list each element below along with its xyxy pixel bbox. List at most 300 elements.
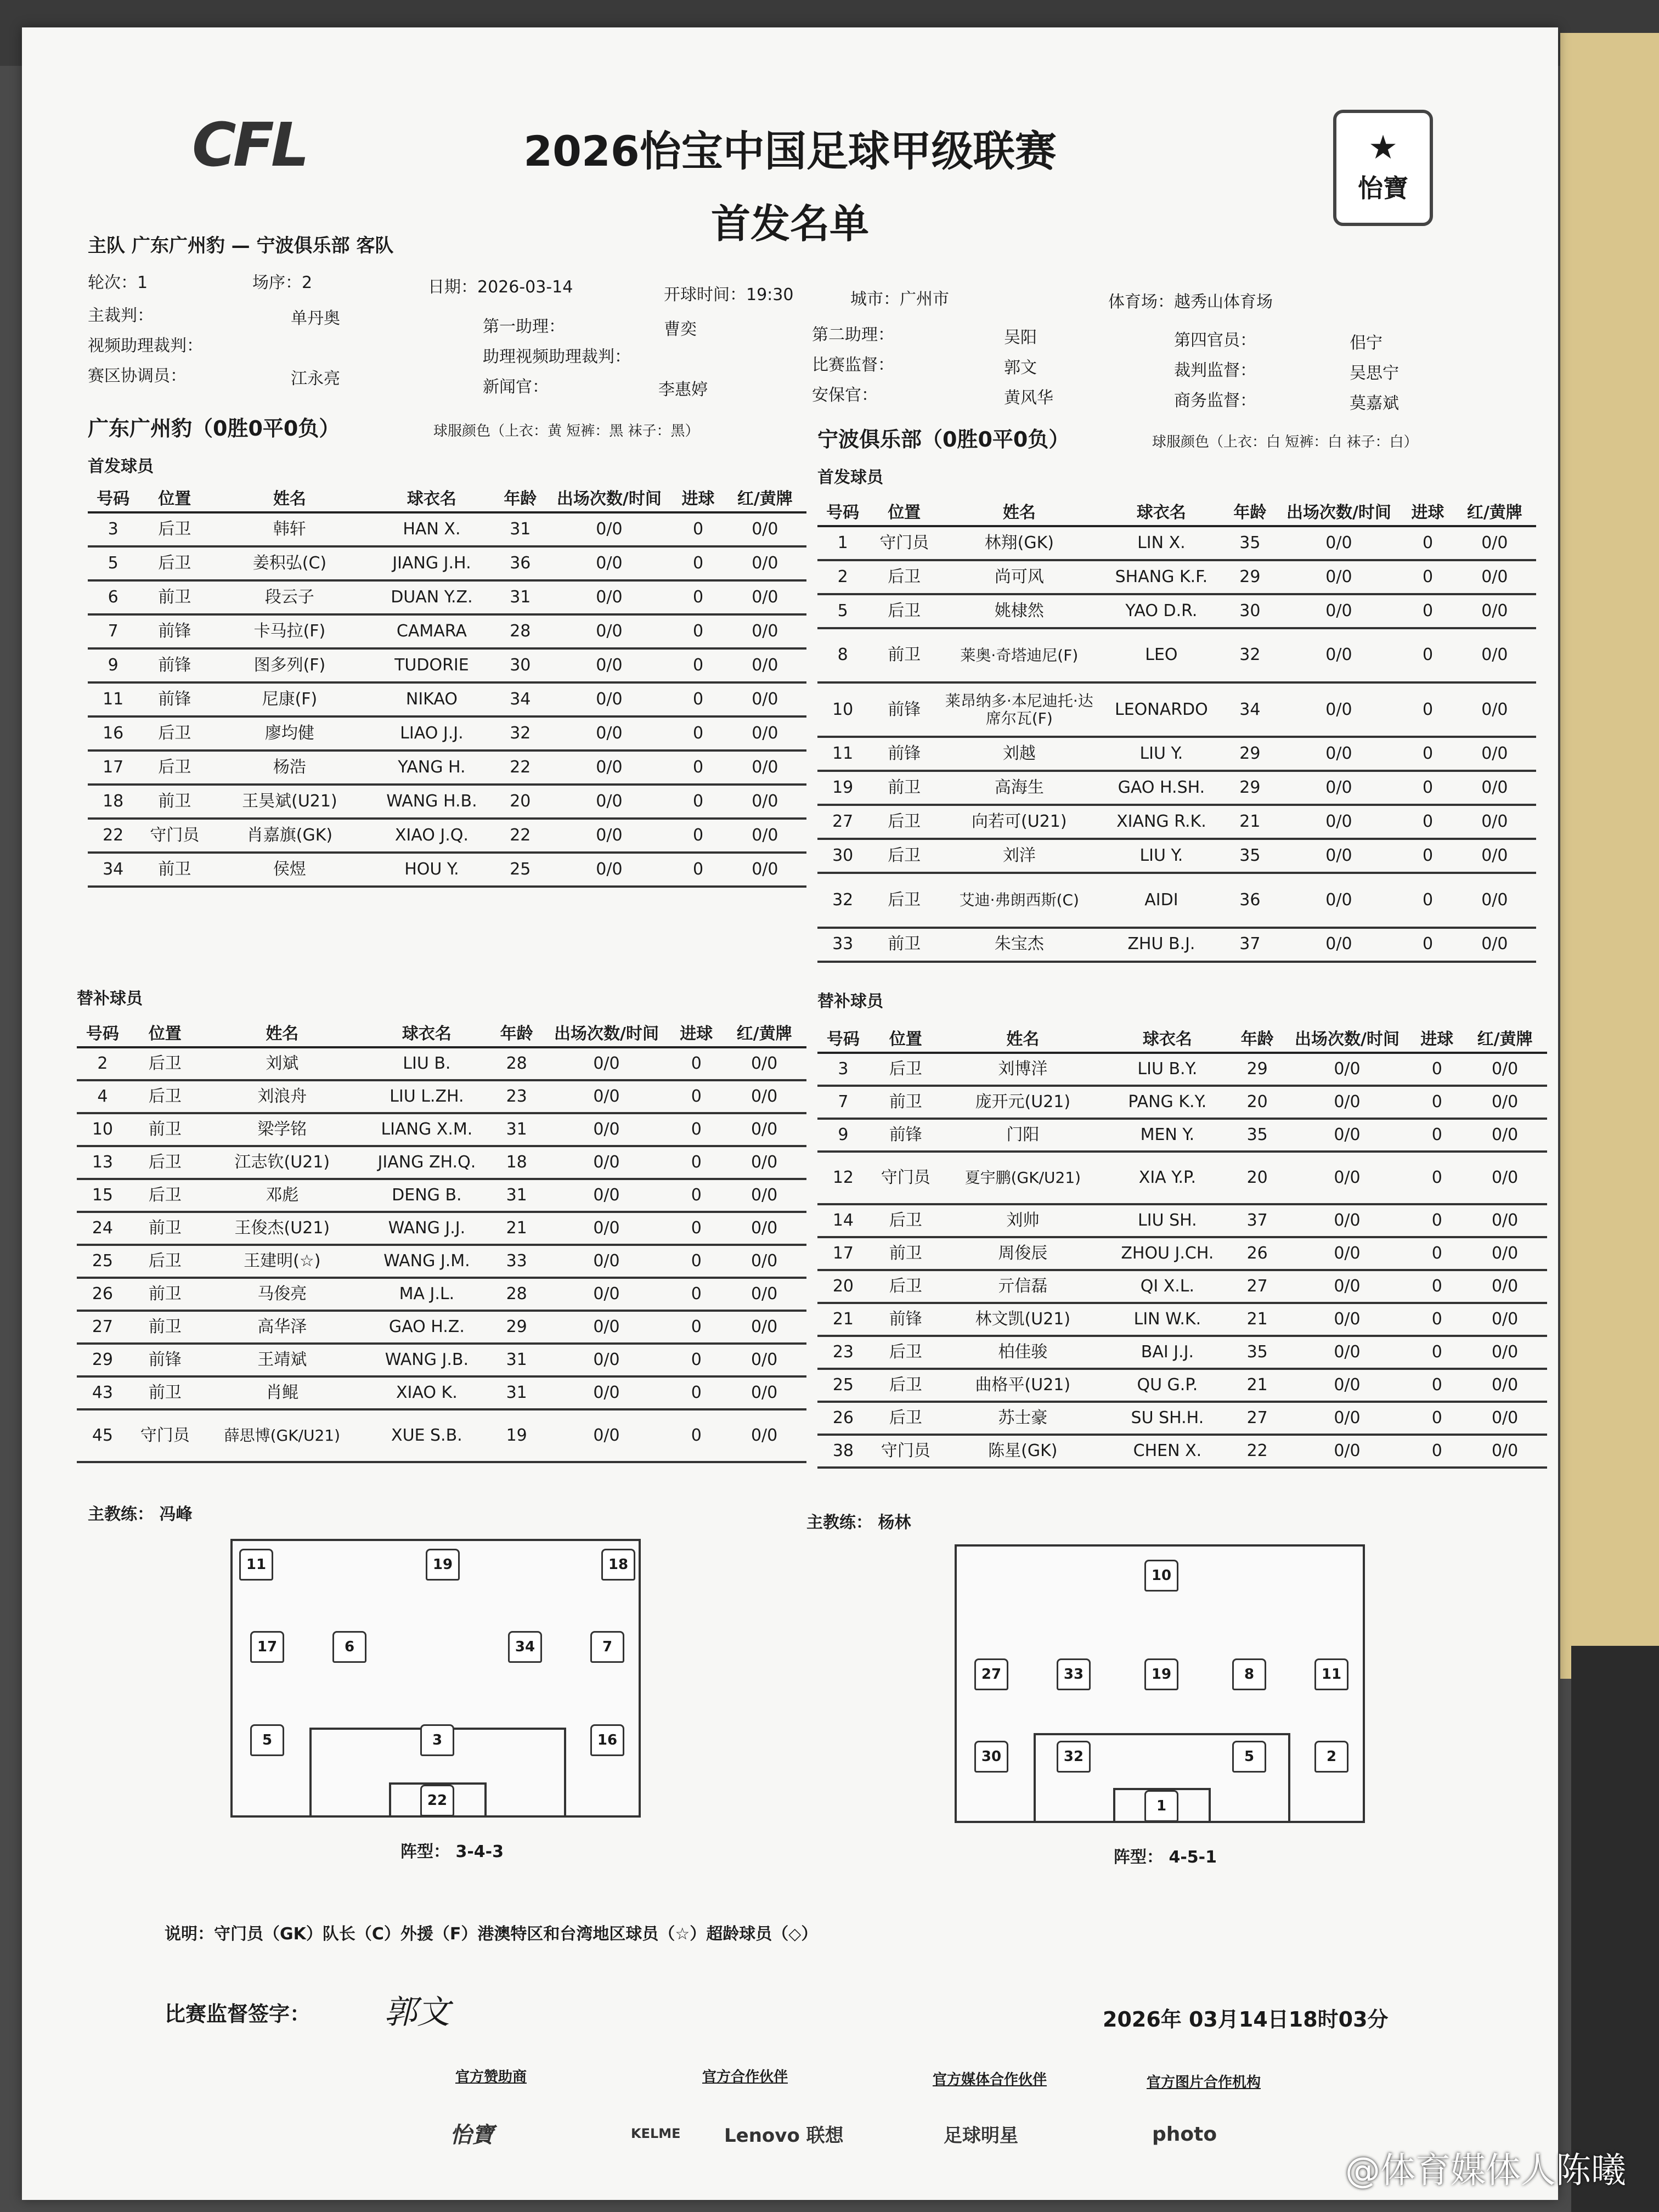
stadium: 体育场：越秀山体育场 [1108, 292, 1273, 312]
col-position-cell: 前卫 [128, 1376, 202, 1409]
col-age-cell: 18 [491, 1146, 543, 1179]
sponsor-yibao-logo: 怡寶 [450, 2123, 494, 2148]
ar2: 吴阳 [1004, 328, 1037, 347]
table-row [77, 1278, 806, 1311]
col-age-cell: 21 [1232, 1369, 1283, 1402]
col-position-cell: 后卫 [128, 1245, 202, 1278]
home-subs-label: 替补球员 [77, 989, 143, 1008]
col-cards-cell: 0/0 [724, 682, 806, 716]
col-position-cell: 后卫 [868, 805, 940, 839]
col-shirt-name-cell: CAMARA [369, 614, 495, 648]
col-name-cell: 肖鲲 [202, 1376, 363, 1409]
col-cards-cell: 0/0 [722, 1245, 806, 1278]
security: 黄风华 [1004, 388, 1053, 408]
col-apps-cell: 0/0 [543, 1113, 671, 1146]
col-cards-cell: 0/0 [724, 648, 806, 682]
col-shirt-name-cell: LIU SH. [1103, 1204, 1232, 1237]
col-number-cell: 3 [817, 1053, 869, 1086]
col-age-header: 年龄 [491, 1018, 543, 1047]
city: 城市：广州市 [850, 290, 949, 309]
star-flag-icon: ★ [1368, 128, 1398, 167]
player-shirt-icon: 2 [1314, 1741, 1348, 1773]
col-name-header: 姓名 [211, 483, 369, 512]
table-header-row [817, 1023, 1547, 1053]
col-age-cell: 31 [495, 580, 545, 614]
col-goals-cell: 0 [1411, 1119, 1463, 1152]
col-number-cell: 34 [88, 853, 138, 887]
legend: 说明：守门员（GK）队长（C）外援（F）港澳特区和台湾地区球员（☆）超龄球员（◇） [165, 1925, 818, 1944]
player-shirt-icon: 18 [601, 1549, 635, 1581]
col-position-cell: 前锋 [868, 737, 940, 771]
home-kit: 球服颜色（上衣：黄 短裤：黑 袜子：黑） [433, 423, 699, 439]
col-apps-cell: 0/0 [1283, 1204, 1412, 1237]
col-goals-cell: 0 [1402, 873, 1453, 927]
col-position-cell: 前锋 [869, 1119, 943, 1152]
col-goals-cell: 0 [1411, 1152, 1463, 1204]
ar1-label: 第一助理： [483, 317, 565, 336]
col-age-cell: 29 [1224, 737, 1275, 771]
away-kit: 球服颜色（上衣：白 短裤：白 袜子：白） [1152, 434, 1418, 450]
referee-supervisor-label: 裁判监督： [1174, 361, 1256, 380]
table-row [817, 737, 1536, 771]
col-name-cell: 尚可风 [940, 560, 1098, 594]
col-number-cell: 9 [88, 648, 138, 682]
col-apps-cell: 0/0 [543, 1212, 671, 1245]
col-name-cell: 段云子 [211, 580, 369, 614]
col-number-cell: 21 [817, 1303, 869, 1336]
col-name-cell: 侯煜 [211, 853, 369, 887]
col-goals-cell: 0 [670, 1245, 722, 1278]
col-cards-cell: 0/0 [722, 1146, 806, 1179]
col-shirt-name-cell: DENG B. [363, 1179, 491, 1212]
col-number-cell: 30 [817, 839, 868, 873]
col-number-cell: 38 [817, 1435, 869, 1468]
col-number-cell: 10 [77, 1113, 128, 1146]
col-apps-cell: 0/0 [1283, 1152, 1412, 1204]
col-shirt-name-cell: LIU L.ZH. [363, 1080, 491, 1113]
player-shirt-icon: 22 [420, 1785, 454, 1816]
col-age-cell: 26 [1232, 1237, 1283, 1270]
table-row [88, 648, 806, 682]
col-number-cell: 12 [817, 1152, 869, 1204]
table-row [88, 819, 806, 853]
col-position-cell: 后卫 [138, 716, 211, 751]
col-number-cell: 9 [817, 1119, 869, 1152]
col-goals-cell: 0 [1402, 560, 1453, 594]
col-position-cell: 守门员 [138, 819, 211, 853]
col-age-header: 年龄 [495, 483, 545, 512]
col-name-cell: 马俊亮 [202, 1278, 363, 1311]
home-starters-table [88, 483, 806, 888]
col-number-cell: 4 [77, 1080, 128, 1113]
col-cards-cell: 0/0 [724, 614, 806, 648]
sponsor-header-1: 官方赞助商 [455, 2069, 527, 2085]
col-goals-cell: 0 [1402, 682, 1453, 737]
col-number-cell: 13 [77, 1146, 128, 1179]
table-row [817, 1086, 1547, 1119]
col-number-cell: 1 [817, 526, 868, 560]
ar2-label: 第二助理： [812, 325, 894, 345]
col-shirt-name-cell: YAO D.R. [1098, 594, 1225, 628]
ar1: 曹奕 [664, 320, 697, 339]
col-age-cell: 35 [1224, 526, 1275, 560]
col-apps-cell: 0/0 [1276, 771, 1403, 805]
col-name-cell: 刘浪舟 [202, 1080, 363, 1113]
col-position-cell: 后卫 [869, 1336, 943, 1369]
col-number-cell: 18 [88, 785, 138, 819]
col-age-cell: 36 [1224, 873, 1275, 927]
col-age-cell: 34 [495, 682, 545, 716]
col-cards-cell: 0/0 [724, 512, 806, 546]
col-age-cell: 27 [1232, 1402, 1283, 1435]
col-cards-cell: 0/0 [1453, 594, 1536, 628]
table-row [77, 1212, 806, 1245]
table-row [77, 1245, 806, 1278]
col-shirt-name-cell: HOU Y. [369, 853, 495, 887]
col-apps-cell: 0/0 [545, 512, 673, 546]
col-goals-cell: 0 [670, 1113, 722, 1146]
col-number-cell: 8 [817, 628, 868, 682]
col-shirt-name-cell: WANG J.J. [363, 1212, 491, 1245]
col-apps-header: 出场次数/时间 [543, 1018, 671, 1047]
table-row [88, 682, 806, 716]
col-name-cell: 刘博洋 [943, 1053, 1103, 1086]
col-position-cell: 后卫 [138, 751, 211, 785]
col-number-cell: 29 [77, 1344, 128, 1376]
table-row [77, 1113, 806, 1146]
col-name-cell: 姜积弘(C) [211, 546, 369, 580]
away-formation: 阵型： 4-5-1 [1114, 1848, 1217, 1867]
col-cards-cell: 0/0 [724, 751, 806, 785]
col-goals-cell: 0 [673, 716, 723, 751]
col-position-cell: 后卫 [868, 560, 940, 594]
table-row [77, 1047, 806, 1080]
col-age-cell: 31 [491, 1376, 543, 1409]
col-shirt-name-cell: ZHOU J.CH. [1103, 1237, 1232, 1270]
col-goals-cell: 0 [673, 546, 723, 580]
signature-label: 比赛监督签字： [165, 2002, 311, 2026]
col-apps-cell: 0/0 [543, 1047, 671, 1080]
table-row [817, 682, 1536, 737]
col-apps-cell: 0/0 [1283, 1402, 1412, 1435]
home-formation-pitch [230, 1539, 641, 1818]
col-name-cell: 薛思博(GK/U21) [202, 1409, 363, 1462]
col-age-cell: 28 [491, 1047, 543, 1080]
col-shirt-name-cell: YANG H. [369, 751, 495, 785]
col-goals-cell: 0 [670, 1344, 722, 1376]
fourth-official-label: 第四官员： [1174, 331, 1256, 350]
player-shirt-icon: 17 [250, 1631, 284, 1663]
avar-label: 助理视频助理裁判： [483, 347, 631, 366]
col-number-cell: 15 [77, 1179, 128, 1212]
col-shirt-name-cell: AIDI [1098, 873, 1225, 927]
col-age-cell: 29 [1224, 771, 1275, 805]
col-position-cell: 后卫 [869, 1053, 943, 1086]
col-cards-cell: 0/0 [1453, 928, 1536, 962]
col-number-cell: 2 [77, 1047, 128, 1080]
col-number-header: 号码 [817, 1023, 869, 1053]
player-shirt-icon: 3 [420, 1724, 454, 1756]
table-header-row [77, 1018, 806, 1047]
col-cards-cell: 0/0 [1463, 1053, 1547, 1086]
table-header-row [88, 483, 806, 512]
col-position-cell: 守门员 [869, 1152, 943, 1204]
sign-time: 2026年 03月14日18时03分 [1103, 2007, 1389, 2032]
col-age-header: 年龄 [1232, 1023, 1283, 1053]
col-name-cell: 肖嘉旗(GK) [211, 819, 369, 853]
col-cards-cell: 0/0 [1463, 1402, 1547, 1435]
col-number-cell: 26 [77, 1278, 128, 1311]
away-starters-table [817, 496, 1536, 963]
col-number-cell: 27 [817, 805, 868, 839]
col-shirt-name-cell: QI X.L. [1103, 1270, 1232, 1303]
col-number-cell: 23 [817, 1336, 869, 1369]
col-number-cell: 19 [817, 771, 868, 805]
col-position-cell: 前卫 [868, 928, 940, 962]
col-shirt-name-cell: JIANG J.H. [369, 546, 495, 580]
col-cards-cell: 0/0 [1453, 682, 1536, 737]
col-shirt-name-cell: WANG J.B. [363, 1344, 491, 1376]
col-position-cell: 前锋 [868, 682, 940, 737]
col-apps-cell: 0/0 [1276, 839, 1403, 873]
col-cards-cell: 0/0 [1453, 771, 1536, 805]
col-cards-cell: 0/0 [724, 785, 806, 819]
col-shirt-name-cell: JIANG ZH.Q. [363, 1146, 491, 1179]
col-number-cell: 27 [77, 1311, 128, 1344]
col-number-cell: 11 [88, 682, 138, 716]
page-subtitle: 首发名单 [710, 201, 869, 247]
col-shirt-name-cell: WANG H.B. [369, 785, 495, 819]
player-shirt-icon: 8 [1232, 1658, 1266, 1690]
col-name-cell: 廖均健 [211, 716, 369, 751]
col-name-cell: 卡马拉(F) [211, 614, 369, 648]
col-name-cell: 艾迪·弗朗西斯(C) [940, 873, 1098, 927]
sponsor-header-2: 官方合作伙伴 [702, 2069, 788, 2085]
col-position-cell: 守门员 [869, 1435, 943, 1468]
col-cards-cell: 0/0 [722, 1278, 806, 1311]
col-goals-cell: 0 [1402, 928, 1453, 962]
col-cards-cell: 0/0 [1453, 737, 1536, 771]
col-position-cell: 前锋 [128, 1344, 202, 1376]
home-team-name: 广东广州豹（0胜0平0负） [88, 416, 340, 441]
home-starters-label: 首发球员 [88, 457, 154, 476]
col-cards-cell: 0/0 [722, 1311, 806, 1344]
col-position-cell: 前卫 [138, 580, 211, 614]
col-age-cell: 31 [491, 1344, 543, 1376]
col-position-cell: 后卫 [128, 1080, 202, 1113]
col-name-cell: 刘洋 [940, 839, 1098, 873]
col-cards-cell: 0/0 [1453, 560, 1536, 594]
col-position-cell: 守门员 [868, 526, 940, 560]
col-goals-cell: 0 [1402, 594, 1453, 628]
player-shirt-icon: 7 [590, 1631, 624, 1663]
col-number-cell: 5 [817, 594, 868, 628]
col-position-cell: 后卫 [869, 1369, 943, 1402]
home-subs-table [77, 1018, 806, 1463]
col-cards-cell: 0/0 [724, 580, 806, 614]
col-number-cell: 14 [817, 1204, 869, 1237]
table-row [77, 1179, 806, 1212]
col-shirt-name-cell: SU SH.H. [1103, 1402, 1232, 1435]
col-age-cell: 20 [1232, 1086, 1283, 1119]
col-age-cell: 33 [491, 1245, 543, 1278]
away-subs-table [817, 1023, 1547, 1469]
col-apps-cell: 0/0 [545, 682, 673, 716]
sponsor-lenovo-logo: Lenovo 联想 [724, 2125, 844, 2147]
col-name-cell: 图多列(F) [211, 648, 369, 682]
referee-supervisor: 吴思宁 [1350, 364, 1399, 383]
col-cards-cell: 0/0 [722, 1376, 806, 1409]
background-envelope [1560, 33, 1659, 1679]
table-row [817, 873, 1536, 927]
col-goals-cell: 0 [1402, 526, 1453, 560]
away-formation-pitch [955, 1544, 1365, 1823]
col-position-cell: 前卫 [128, 1311, 202, 1344]
col-goals-cell: 0 [670, 1179, 722, 1212]
table-row [817, 928, 1536, 962]
col-age-header: 年龄 [1224, 496, 1275, 526]
col-number-cell: 17 [88, 751, 138, 785]
col-position-cell: 前卫 [869, 1086, 943, 1119]
col-name-cell: 刘斌 [202, 1047, 363, 1080]
col-cards-header: 红/黄牌 [724, 483, 806, 512]
col-age-cell: 22 [1232, 1435, 1283, 1468]
col-shirt-name-header: 球衣名 [369, 483, 495, 512]
col-name-cell: 梁学铭 [202, 1113, 363, 1146]
col-apps-cell: 0/0 [545, 853, 673, 887]
col-position-cell: 前卫 [138, 853, 211, 887]
col-shirt-name-cell: WANG J.M. [363, 1245, 491, 1278]
col-apps-cell: 0/0 [543, 1409, 671, 1462]
col-position-header: 位置 [869, 1023, 943, 1053]
table-row [77, 1409, 806, 1462]
col-goals-cell: 0 [1402, 737, 1453, 771]
col-age-cell: 30 [495, 648, 545, 682]
col-shirt-name-cell: ZHU B.J. [1098, 928, 1225, 962]
background-tray [1571, 1646, 1659, 2212]
col-age-cell: 29 [491, 1311, 543, 1344]
col-cards-cell: 0/0 [1463, 1435, 1547, 1468]
col-age-cell: 31 [491, 1113, 543, 1146]
col-number-cell: 7 [88, 614, 138, 648]
col-number-header: 号码 [88, 483, 138, 512]
col-age-cell: 37 [1232, 1204, 1283, 1237]
away-subs-label: 替补球员 [817, 992, 883, 1011]
col-number-header: 号码 [77, 1018, 128, 1047]
col-goals-header: 进球 [1411, 1023, 1463, 1053]
col-goals-cell: 0 [1411, 1336, 1463, 1369]
col-apps-cell: 0/0 [1276, 628, 1403, 682]
col-position-header: 位置 [138, 483, 211, 512]
col-goals-cell: 0 [673, 751, 723, 785]
col-age-cell: 21 [1224, 805, 1275, 839]
col-cards-cell: 0/0 [722, 1212, 806, 1245]
col-age-cell: 23 [491, 1080, 543, 1113]
col-cards-cell: 0/0 [722, 1344, 806, 1376]
security-label: 安保官： [812, 386, 878, 405]
col-age-cell: 37 [1224, 928, 1275, 962]
col-name-cell: 王靖斌 [202, 1344, 363, 1376]
sponsor-football-star-logo: 足球明星 [944, 2125, 1018, 2147]
table-row [88, 785, 806, 819]
col-cards-cell: 0/0 [1463, 1119, 1547, 1152]
col-goals-cell: 0 [673, 853, 723, 887]
col-number-cell: 6 [88, 580, 138, 614]
col-goals-cell: 0 [673, 648, 723, 682]
match-supervisor: 郭文 [1004, 358, 1037, 377]
col-name-cell: 高海生 [940, 771, 1098, 805]
col-goals-cell: 0 [670, 1409, 722, 1462]
col-name-cell: 周俊辰 [943, 1237, 1103, 1270]
col-apps-header: 出场次数/时间 [1276, 496, 1403, 526]
col-shirt-name-cell: CHEN X. [1103, 1435, 1232, 1468]
col-shirt-name-header: 球衣名 [363, 1018, 491, 1047]
table-row [817, 771, 1536, 805]
col-position-cell: 前卫 [128, 1278, 202, 1311]
col-shirt-name-cell: LIANG X.M. [363, 1113, 491, 1146]
col-name-cell: 林文凯(U21) [943, 1303, 1103, 1336]
col-apps-cell: 0/0 [545, 648, 673, 682]
col-age-cell: 34 [1224, 682, 1275, 737]
col-shirt-name-cell: LIN W.K. [1103, 1303, 1232, 1336]
col-apps-cell: 0/0 [1283, 1270, 1412, 1303]
table-row [77, 1146, 806, 1179]
col-cards-cell: 0/0 [1453, 873, 1536, 927]
col-position-cell: 后卫 [868, 594, 940, 628]
col-goals-header: 进球 [1402, 496, 1453, 526]
col-number-cell: 25 [77, 1245, 128, 1278]
home-formation: 阵型： 3-4-3 [400, 1842, 504, 1861]
col-age-cell: 32 [1224, 628, 1275, 682]
col-apps-cell: 0/0 [543, 1080, 671, 1113]
player-shirt-icon: 5 [250, 1724, 284, 1756]
col-goals-cell: 0 [1402, 805, 1453, 839]
col-age-cell: 21 [1232, 1303, 1283, 1336]
sponsor-header-4: 官方图片合作机构 [1147, 2074, 1261, 2091]
table-row [817, 1369, 1547, 1402]
col-apps-cell: 0/0 [545, 716, 673, 751]
col-shirt-name-cell: XUE S.B. [363, 1409, 491, 1462]
col-name-cell: 邓彪 [202, 1179, 363, 1212]
col-goals-cell: 0 [1411, 1053, 1463, 1086]
col-apps-cell: 0/0 [1276, 526, 1403, 560]
col-goals-header: 进球 [670, 1018, 722, 1047]
table-row [817, 1270, 1547, 1303]
col-cards-cell: 0/0 [724, 819, 806, 853]
col-position-cell: 后卫 [128, 1179, 202, 1212]
col-name-cell: 尼康(F) [211, 682, 369, 716]
yibao-logo-text: 怡寶 [1358, 173, 1408, 203]
col-number-cell: 26 [817, 1402, 869, 1435]
col-name-cell: 王昊斌(U21) [211, 785, 369, 819]
table-row [817, 839, 1536, 873]
col-goals-cell: 0 [670, 1212, 722, 1245]
col-goals-cell: 0 [670, 1311, 722, 1344]
col-apps-cell: 0/0 [543, 1376, 671, 1409]
col-cards-cell: 0/0 [1463, 1270, 1547, 1303]
table-row [817, 1237, 1547, 1270]
col-number-cell: 7 [817, 1086, 869, 1119]
away-starters-label: 首发球员 [817, 468, 883, 487]
col-number-cell: 45 [77, 1409, 128, 1462]
away-coach: 主教练： 杨林 [806, 1513, 911, 1532]
col-goals-cell: 0 [1411, 1402, 1463, 1435]
col-apps-cell: 0/0 [1276, 805, 1403, 839]
col-name-cell: 柏佳骏 [943, 1336, 1103, 1369]
col-name-cell: 亓信磊 [943, 1270, 1103, 1303]
col-number-cell: 17 [817, 1237, 869, 1270]
col-apps-cell: 0/0 [545, 751, 673, 785]
